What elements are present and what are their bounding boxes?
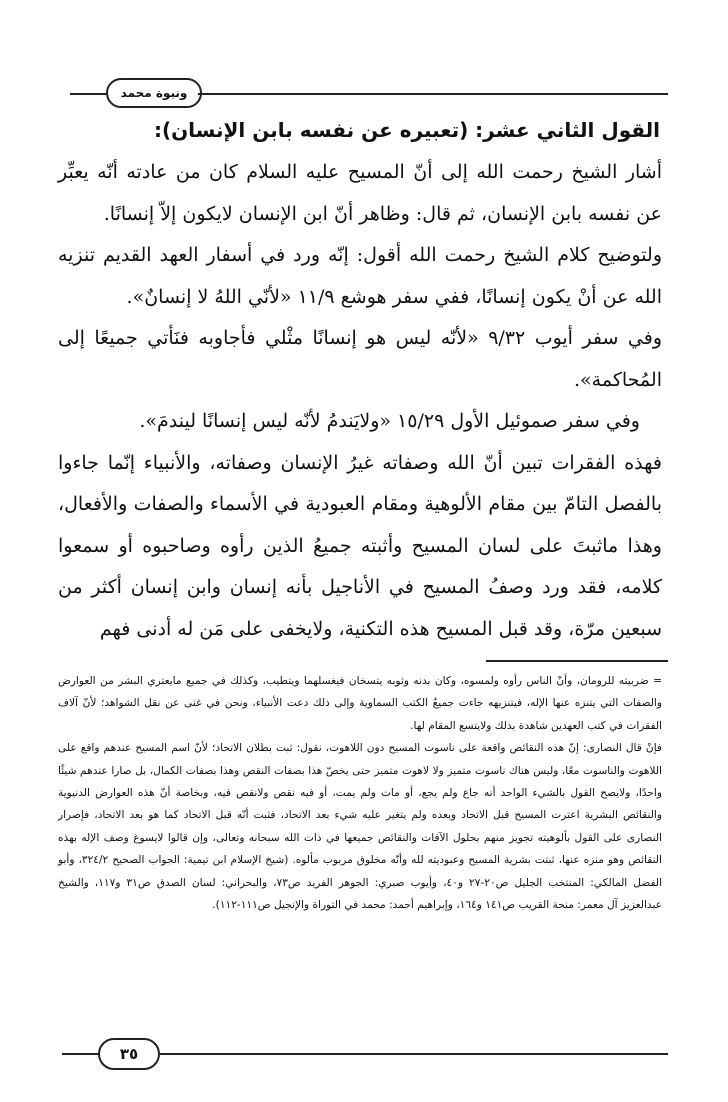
footnote-separator [486, 660, 668, 662]
footnotes [58, 670, 662, 916]
paragraph: ولتوضيح كلام الشيخ رحمت الله أقول: إنّه ورد في أسفار العهد القديم تنزيه الله عن أنْ يكون إنسانًا، ففي سفر هوشع ١١/٩ «لأنّي اللهُ لا إنسانٌ». [58, 244, 662, 308]
footer-rule-right [158, 1053, 668, 1055]
page-number: ٣٥ [98, 1038, 160, 1070]
header-rule-left [70, 93, 108, 95]
paragraph: وفي سفر صموئيل الأول ١٥/٢٩ «ولايَندمُ لأنّه ليس إنسانًا ليندمَ». [139, 410, 640, 432]
footnote: فإنْ قال النصارى: إنّ هذه النقائص واقعة على ناسوت المسيح دون اللاهوت، نقول: ثبت بطلان الاتحاد؛ لأنّ اسم المسيح عندهم واقع على اللاهوت والناسوت معًا، وليس هناك ناسوت متميز ولا لاهوت متميز حتى يخصّ هذا بصفات النقص وهذا بصفات الكمال، بل صارا عندهم شيئًا واحدًا، ولايصح القول بالشيء الواحد أنه جاع ولم يجع، أو مات ولم يمت، أو فيه نقص ولانقص فيه، وبخاصة أنّ هذه العوارض الدنيوية والنقائص البشرية اعترت المسيح قبل الاتحاد وبعده ولم يتغير عليه شيء بعد الاتحاد، فثبت أنّه قبل الاتحاد كما هو بعد الاتحاد، فإصرار النصارى على القول بألوهيته تجويز منهم بحلول الآفات والنقائص جميعها في ذات الله سبحانه وتعالى، وإن قالوا لايسوغ وصف الإله بهذه النقائص وهو منزه عنها، ثبتت بشرية المسيح وعبوديته لله وأنّه مخلوق مربوب مألوه. (شيخ الإسلام ابن تيمية: الجواب الصحيح ٣٢٤/٢، وأبو الفضل المالكي: المنتخب الجليل ص٢٠-٢٧ و٤٠، وأيوب صبري: الجوهر الفريد ص٧٣، والبحراني: لسان الصدق ص٣١ و١١٧، والشيخ عبدالعزيز آل معمر: منحة القريب ص١٤١ و١٦٤، وإبراهيم أحمد: محمد في التوراة والإنجيل ص١١١-١١٢). [58, 742, 663, 912]
footer-rule-left [62, 1053, 100, 1055]
header-rule-right [198, 93, 668, 95]
footnote: = ضربيته للرومان، وأنّ الناس رأوه ولمسوه، وكان بدنه وثوبه يتسخان فيغسلهما ويتطيب، وكذلك في جميع مايعتري البشر من العوارض والصفات التي يتنزه عنها الإله، فيتنزيهه جاءت جميعُ الكتب السماوية وإلى ذلك دعت الأنبياء، ونحن في غنى عن نقل الشواهد؛ لأنّ آلاف الفقرات في كتب العهدين شاهدة بذلك ولايتسع المقام لها. [58, 675, 662, 732]
paragraph: وفي سفر أيوب ٩/٣٢ «لأنّه ليس هو إنسانًا مثْلي فأجاوبه فنَأتي جميعًا إلى المُحاكمة». [58, 327, 662, 391]
main-text [58, 152, 662, 650]
section-heading: القول الثاني عشر: (تعبيره عن نفسه بابن الإنسان): [153, 118, 660, 142]
running-title: ونبوة محمد [106, 78, 202, 108]
paragraph: فهذه الفقرات تبين أنّ الله وصفاته غيرُ الإنسان وصفاته، والأنبياء إنّما جاءوا بالفصل التامّ بين مقام الألوهية ومقام العبودية في الأسماء والصفات والأفعال، وهذا ماثبتَ على لسان المسيح وأثبته جميعُ الذين رأوه وصاحبوه أو سمعوا كلامه، فقد ورد وصفُ المسيح في الأناجيل بأنه إنسان وابن إنسان أكثر من سبعين مرّة، وقد قبل المسيح هذه التكنية، ولايخفى على مَن له أدنى فهم [58, 451, 662, 640]
paragraph: أشار الشيخ رحمت الله إلى أنّ المسيح عليه السلام كان من عادته أنّه يعبِّر عن نفسه بابن الإنسان، ثم قال: وظاهر أنّ ابن الإنسان لايكون إلاّ إنسانًا. [58, 161, 662, 225]
